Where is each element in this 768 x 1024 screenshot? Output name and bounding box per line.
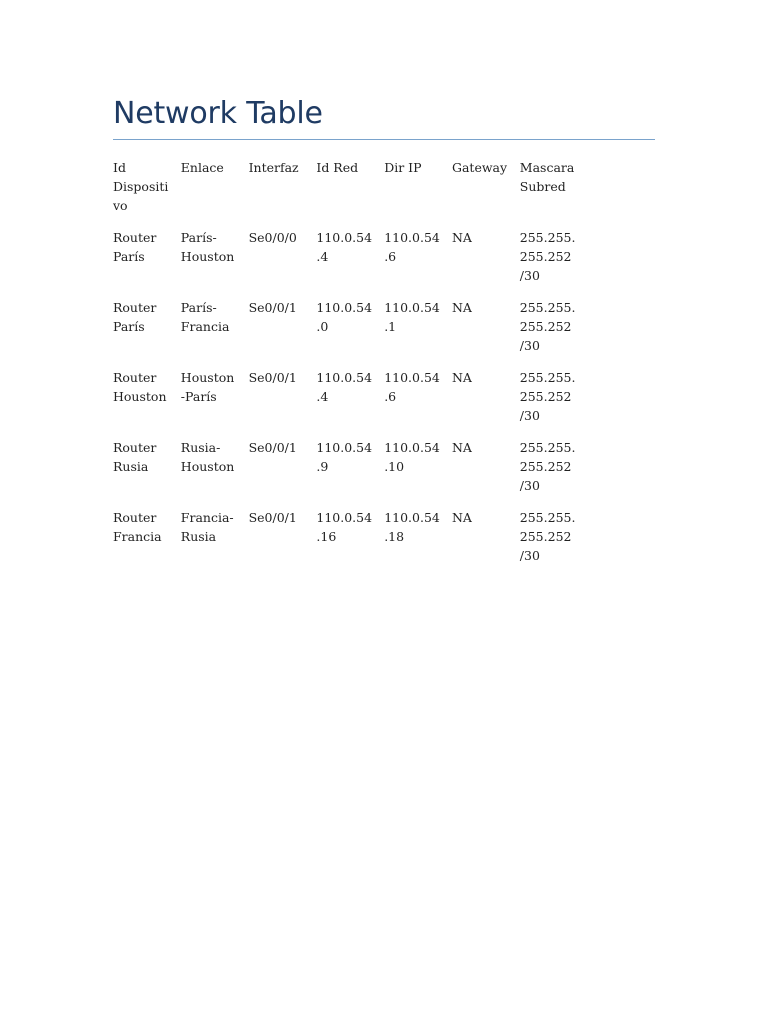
network-table xyxy=(113,158,588,578)
cell-id-red: 110.0.54 .4 xyxy=(316,370,373,404)
table-header-row xyxy=(113,158,588,228)
cell-mascara-subred: 255.255. 255.252 /30 xyxy=(519,440,576,493)
header-id-red: Id Red xyxy=(316,160,359,175)
cell-dir-ip: 110.0.54 .18 xyxy=(384,510,440,544)
cell-interfaz: Se0/0/1 xyxy=(248,510,297,525)
cell-id-dispositivo: Router Rusia xyxy=(113,440,157,474)
cell-mascara-subred: 255.255. 255.252 /30 xyxy=(519,230,576,283)
table-row xyxy=(113,228,588,298)
cell-dir-ip: 110.0.54 .6 xyxy=(384,370,440,404)
cell-mascara-subred: 255.255. 255.252 /30 xyxy=(519,510,576,563)
cell-gateway: NA xyxy=(451,440,472,455)
cell-id-red: 110.0.54 .9 xyxy=(316,440,373,474)
cell-id-red: 110.0.54 .4 xyxy=(316,230,373,264)
cell-enlace: Francia- Rusia xyxy=(180,510,234,544)
cell-interfaz: Se0/0/0 xyxy=(248,230,297,245)
cell-enlace: París- Houston xyxy=(180,230,235,264)
cell-dir-ip: 110.0.54 .6 xyxy=(384,230,440,264)
cell-id-red: 110.0.54 .16 xyxy=(316,510,373,544)
cell-dir-ip: 110.0.54 .1 xyxy=(384,300,440,334)
cell-gateway: NA xyxy=(451,230,472,245)
header-dir-ip: Dir IP xyxy=(384,160,422,175)
cell-enlace: Rusia- Houston xyxy=(180,440,235,474)
title-underline xyxy=(113,139,655,140)
cell-interfaz: Se0/0/1 xyxy=(248,370,297,385)
header-interfaz: Interfaz xyxy=(248,160,299,175)
cell-id-red: 110.0.54 .0 xyxy=(316,300,373,334)
table-row xyxy=(113,508,588,578)
cell-dir-ip: 110.0.54 .10 xyxy=(384,440,440,474)
cell-gateway: NA xyxy=(451,370,472,385)
cell-enlace: París- Francia xyxy=(180,300,230,334)
cell-gateway: NA xyxy=(451,300,472,315)
table-row xyxy=(113,438,588,508)
table-row xyxy=(113,298,588,368)
cell-id-dispositivo: Router París xyxy=(113,230,157,264)
table-row xyxy=(113,368,588,438)
header-mascara-subred: Mascara Subred xyxy=(519,160,575,194)
cell-id-dispositivo: Router París xyxy=(113,300,157,334)
cell-mascara-subred: 255.255. 255.252 /30 xyxy=(519,370,576,423)
cell-interfaz: Se0/0/1 xyxy=(248,440,297,455)
header-enlace: Enlace xyxy=(180,160,224,175)
cell-id-dispositivo: Router Houston xyxy=(113,370,167,404)
cell-mascara-subred: 255.255. 255.252 /30 xyxy=(519,300,576,353)
header-gateway: Gateway xyxy=(451,160,508,175)
cell-enlace: Houston -París xyxy=(180,370,235,404)
page-title: Network Table xyxy=(113,96,323,131)
cell-interfaz: Se0/0/1 xyxy=(248,300,297,315)
cell-id-dispositivo: Router Francia xyxy=(113,510,162,544)
header-id-dispositivo: Id Dispositi vo xyxy=(113,160,169,213)
cell-gateway: NA xyxy=(451,510,472,525)
